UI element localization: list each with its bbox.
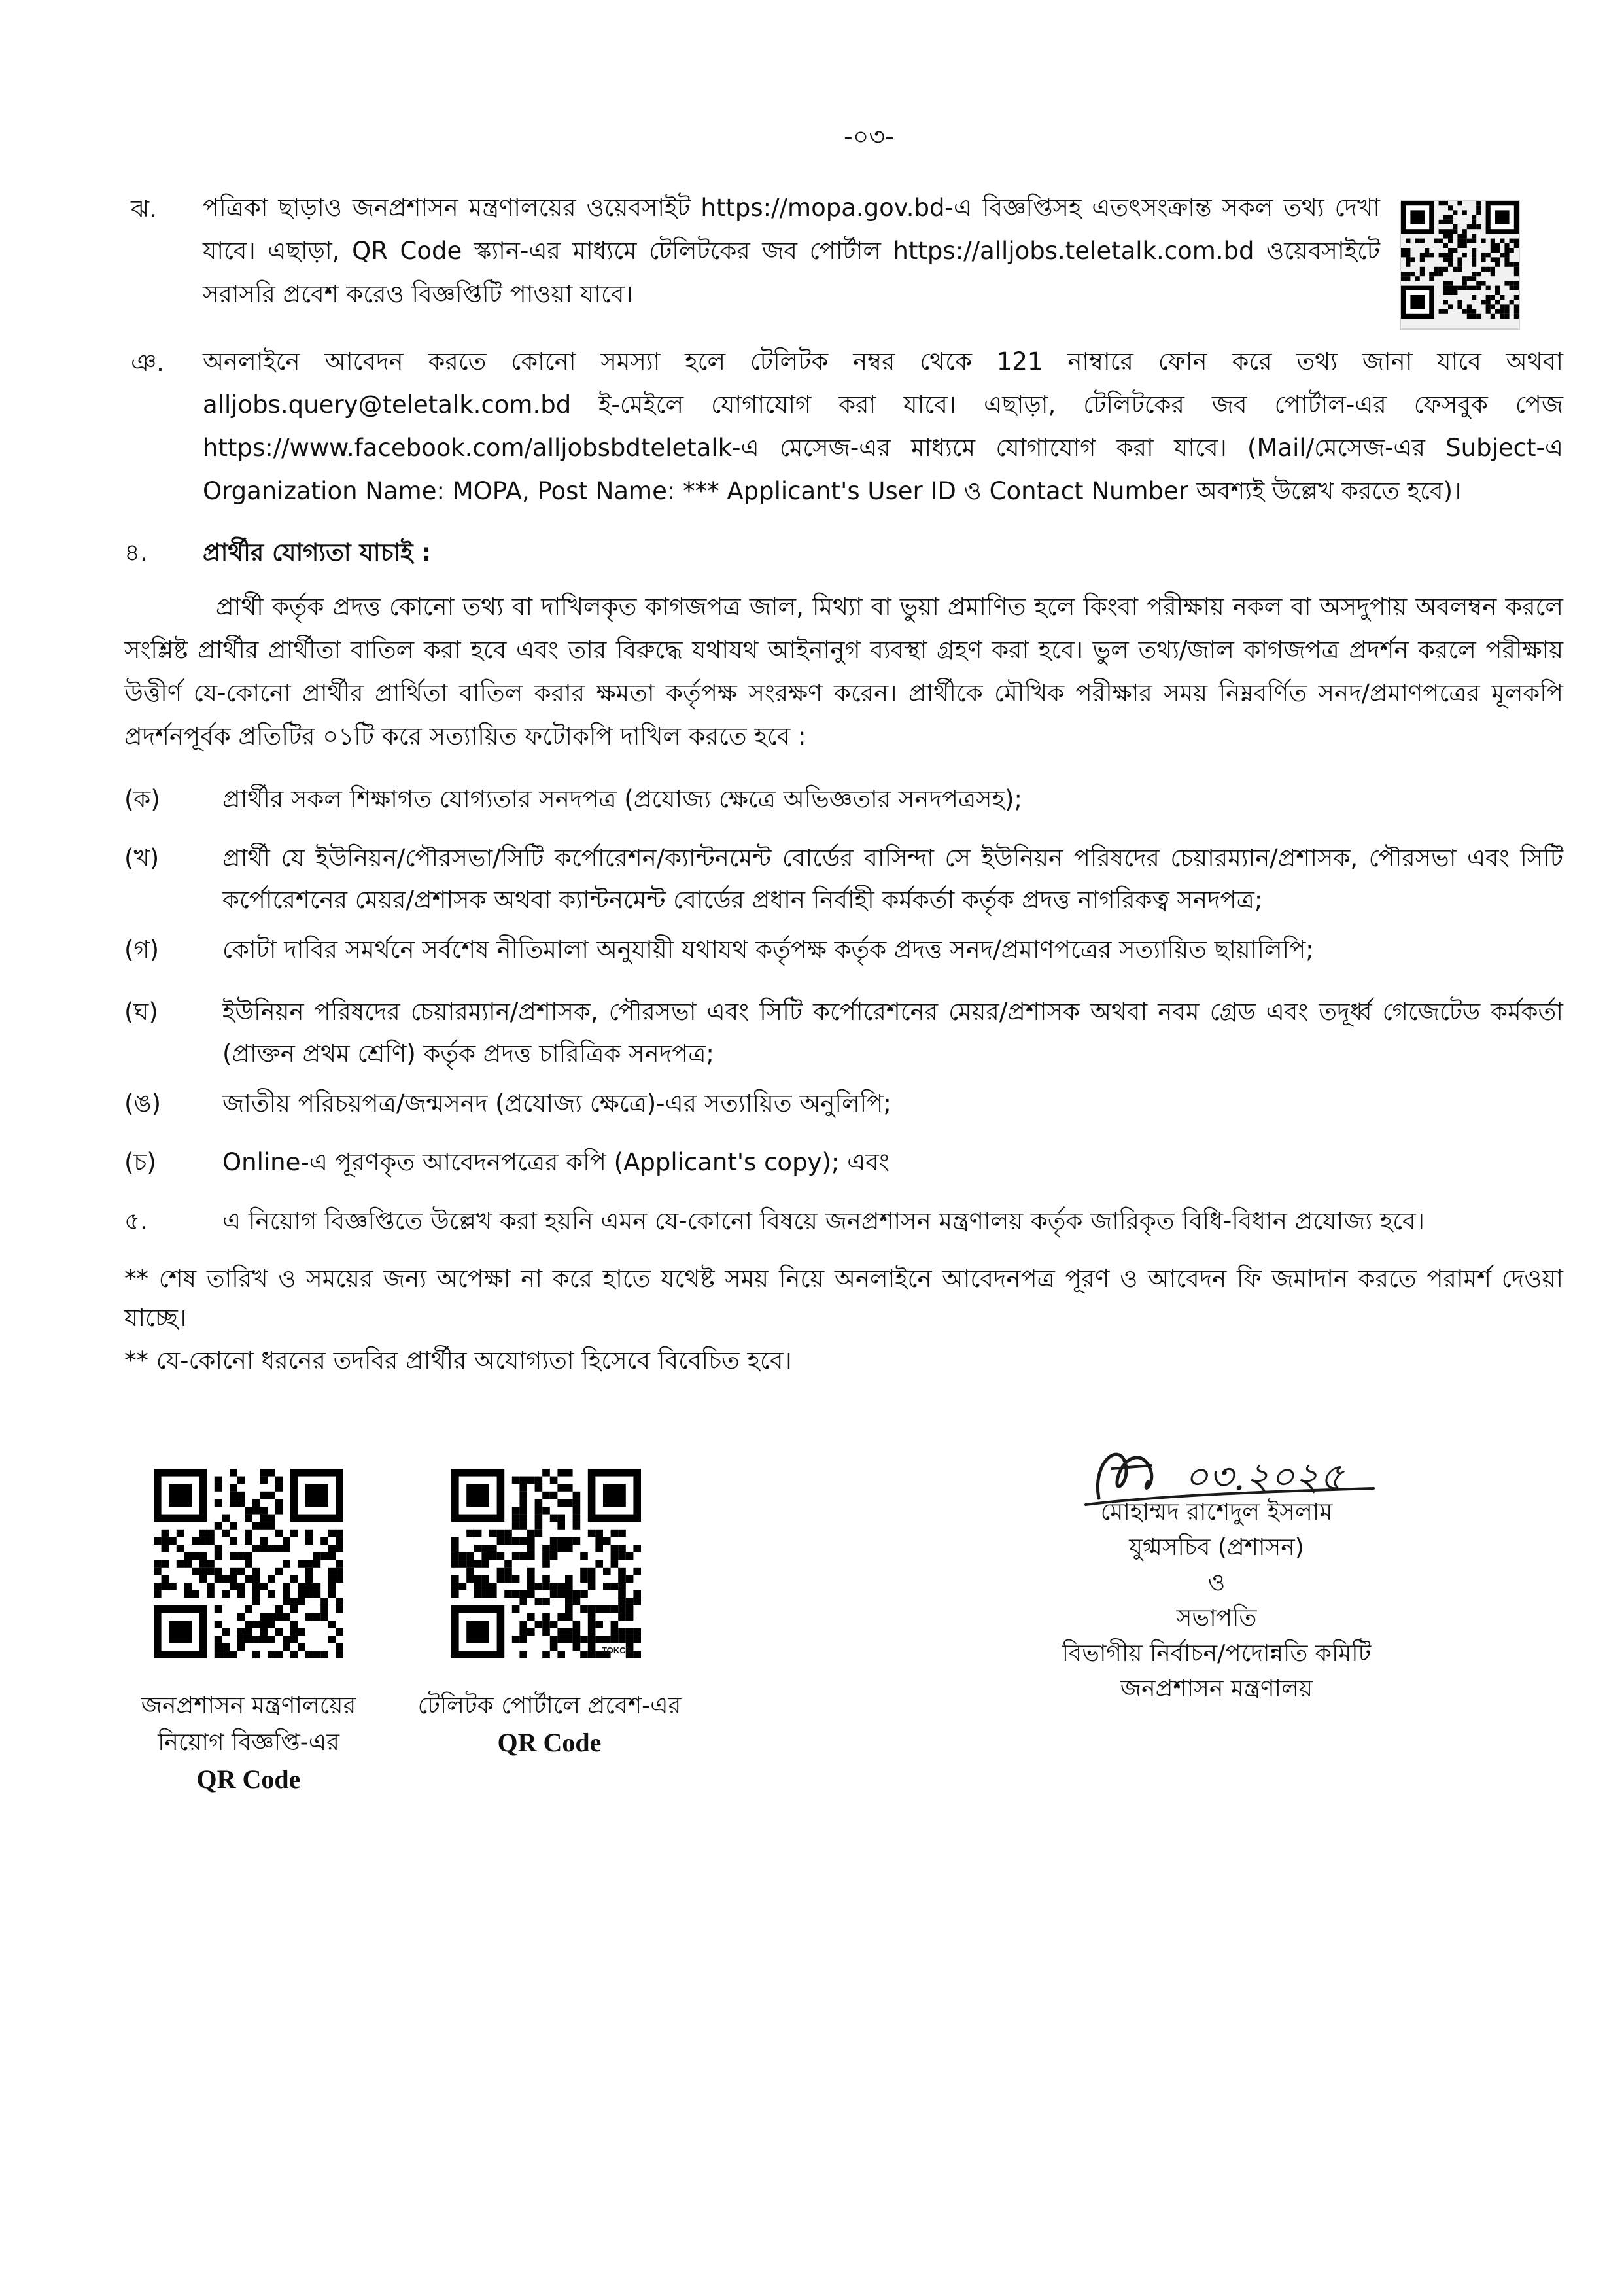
signatory-block [1033, 1495, 1400, 1707]
list-item-text: Online-এ পূরণকৃত আবেদনপত্রের কপি (Applicant's copy); এবং [222, 1148, 890, 1176]
item-nya-marker: ঞ. [131, 349, 164, 377]
list-item-text: প্রার্থী যে ইউনিয়ন/পৌরসভা/সিটি কর্পোরেশন/ক্যান্টনমেন্ট বোর্ডের বাসিন্দা সে ইউনিয়ন পরিষদের চেয়ারম্যান/প্রশাসক, পৌরসভা এবং সিটি কর্পোরেশনের মেয়র/প্রশাসক অথবা ক্যান্টনমেন্ট বোর্ডের প্রধান নির্বাহী কর্মকর্তা কর্তৃক প্রদত্ত নাগরিকত্ব সনদপত্র; [222, 844, 1563, 914]
caption-line: QR Code [196, 1764, 301, 1794]
section-4-paragraph: প্রার্থী কর্তৃক প্রদত্ত কোনো তথ্য বা দাখিলকৃত কাগজপত্র জাল, মিথ্যা বা ভুয়া প্রমাণিত হলে কিংবা পরীক্ষায় নকল বা অসদুপায় অবলম্বন করলে সংশ্লিষ্ট প্রার্থীর প্রার্থীতা বাতিল করা হবে এবং তার বিরুদ্ধে যথাযথ আইনানুগ ব্যবস্থা গ্রহণ করা হবে। ভুল তথ্য/জাল কাগজপত্র প্রদর্শন করলে পরীক্ষায় উত্তীর্ণ যে-কোনো প্রার্থীর প্রার্থিতা বাতিল করার ক্ষমতা কর্তৃপক্ষ সংরক্ষণ করেন। প্রার্থীকে মৌখিক পরীক্ষার সময় নিম্নবর্ণিত সনদ/প্রমাণপত্রের মূলকপি প্রদর্শনপূর্বক প্রতিটির ০১টি করে সত্যায়িত ফটোকপি দাখিল করতে হবে : [124, 593, 1563, 750]
list-item-marker: (চ) [124, 1148, 156, 1176]
item-jha-marker: ঝ. [131, 195, 157, 223]
section-5-text: এ নিয়োগ বিজ্ঞপ্তিতে উল্লেখ করা হয়নি এমন যে-কোনো বিষয়ে জনপ্রশাসন মন্ত্রণালয় কর্তৃক জারিকৃত বিধি-বিধান প্রযোজ্য হবে। [222, 1207, 1425, 1235]
list-item-marker: (ঘ) [124, 998, 158, 1026]
section-4-heading: প্রার্থীর যোগ্যতা যাচাই : [203, 538, 432, 567]
teletalk-qr-code [451, 1469, 641, 1662]
signature-date: ০৩.২০২৫ [1184, 1454, 1344, 1499]
list-item-marker: (ক) [124, 785, 160, 813]
caption-line: টেলিটক পোর্টালে প্রবেশ-এর [417, 1692, 682, 1719]
mopa-qr-caption [111, 1688, 386, 1798]
list-item-text: ইউনিয়ন পরিষদের চেয়ারম্যান/প্রশাসক, পৌরসভা এবং সিটি কর্পোরেশনের মেয়র/প্রশাসক অথবা নবম গ্রেড এবং তদূর্ধ্ব গেজেটেড কর্মকর্তা (প্রাক্তন প্রথম শ্রেণি) কর্তৃক প্রদত্ত চারিত্রিক সনদপত্র; [222, 998, 1563, 1068]
item-nya-text: অনলাইনে আবেদন করতে কোনো সমস্যা হলে টেলিটক নম্বর থেকে 121 নাম্বারে ফোন করে তথ্য জানা যাবে অথবা alljobs.query@teletalk.com.bd ই-মেইলে যোগাযোগ করা যাবে। এছাড়া, টেলিটকের জব পোর্টাল-এর ফেসবুক পেজ https://www.facebook.com/alljobsbdteletalk-এ মেসেজ-এর মাধ্যমে যোগাযোগ করা যাবে। (Mail/মেসেজ-এর Subject-এ Organization Name: MOPA, Post Name: *** Applicant's User ID ও Contact Number অবশ্যই উল্লেখ করতে হবে)। [203, 347, 1563, 505]
list-item-marker: (ঙ) [124, 1089, 162, 1117]
signatory-name: মোহাম্মদ রাশেদুল ইসলাম [1100, 1499, 1333, 1526]
teletalk-qr-caption [392, 1688, 706, 1761]
caption-line: QR Code [497, 1728, 602, 1757]
section-5-marker: ৫. [124, 1207, 148, 1235]
item-jha-text: পত্রিকা ছাড়াও জনপ্রশাসন মন্ত্রণালয়ের ওয়েবসাইট https://mopa.gov.bd-এ বিজ্ঞপ্তিসহ এতৎসংক্রান্ত সকল তথ্য দেখা যাবে। এছাড়া, QR Code স্ক্যান-এর মাধ্যমে টেলিটকের জব পোর্টাল https://alljobs.teletalk.com.bd ওয়েবসাইটে সরাসরি প্রবেশ করেও বিজ্ঞপ্তিটি পাওয়া যাবে। [203, 194, 1380, 308]
page-number: -০৩- [844, 122, 894, 151]
signatory-designation: যুগ্মসচিব (প্রশাসন) [1129, 1534, 1304, 1561]
caption-line: নিয়োগ বিজ্ঞপ্তি-এর [158, 1729, 339, 1756]
qr-code-icon [1401, 201, 1519, 328]
mopa-qr-code [154, 1469, 343, 1662]
qr-code-icon [451, 1469, 641, 1662]
list-item-marker: (গ) [124, 936, 160, 964]
caption-line: জনপ্রশাসন মন্ত্রণালয়ের [141, 1692, 356, 1719]
qr-code-icon [154, 1469, 343, 1662]
teletalk-qr-code-small [1400, 200, 1520, 330]
qr-brand-label: TOKCB [602, 1645, 632, 1655]
signatory-conjunction: ও [1207, 1569, 1226, 1596]
signatory-committee: বিভাগীয় নির্বাচন/পদোন্নতি কমিটি [1062, 1640, 1372, 1667]
list-item-marker: (খ) [124, 844, 160, 872]
note-deadline: ** শেষ তারিখ ও সময়ের জন্য অপেক্ষা না করে হাতে যথেষ্ট সময় নিয়ে অনলাইনে আবেদনপত্র পূরণ ও আবেদন ফি জমাদান করতে পরামর্শ দেওয়া যাচ্ছে। [124, 1265, 1563, 1332]
signatory-ministry: জনপ্রশাসন মন্ত্রণালয় [1120, 1675, 1313, 1702]
list-item-text: জাতীয় পরিচয়পত্র/জন্মসনদ (প্রযোজ্য ক্ষেত্রে)-এর সত্যায়িত অনুলিপি; [222, 1089, 891, 1117]
signatory-role: সভাপতি [1176, 1605, 1257, 1632]
list-item-text: কোটা দাবির সমর্থনে সর্বশেষ নীতিমালা অনুযায়ী যথাযথ কর্তৃপক্ষ কর্তৃক প্রদত্ত সনদ/প্রমাণপত্রের সত্যায়িত ছায়ালিপি; [222, 936, 1314, 964]
section-4-marker: ৪. [124, 538, 148, 567]
list-item-text: প্রার্থীর সকল শিক্ষাগত যোগ্যতার সনদপত্র (প্রযোজ্য ক্ষেত্রে অভিজ্ঞতার সনদপত্রসহ); [222, 785, 1022, 813]
note-lobbying: ** যে-কোনো ধরনের তদবির প্রার্থীর অযোগ্যতা হিসেবে বিবেচিত হবে। [124, 1346, 792, 1375]
